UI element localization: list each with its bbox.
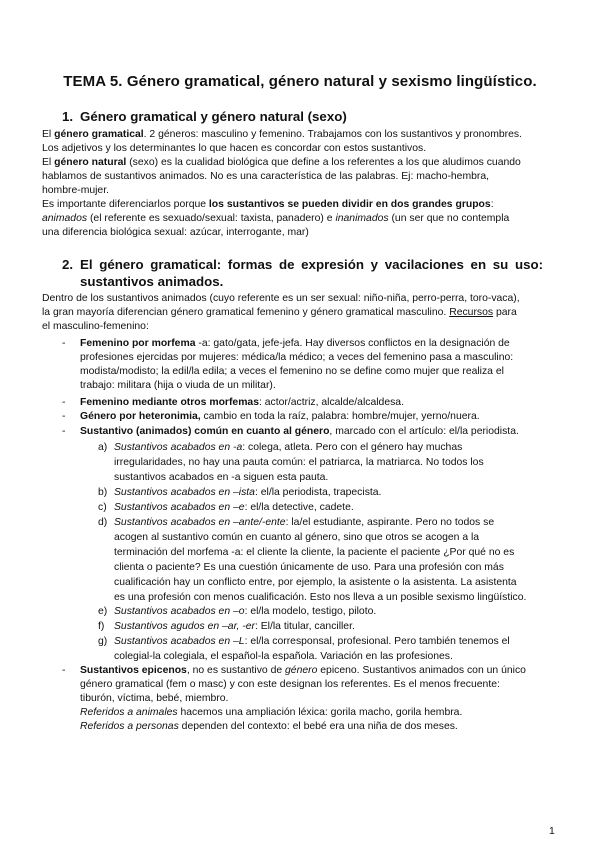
sub-letter-g: g) <box>98 636 108 647</box>
sub-d-line-4: clienta o paciente? Es una cuestión únicamente de uso. Para una profesión con más <box>114 562 504 573</box>
section-2-heading-line-2: sustantivos animados. <box>80 274 224 289</box>
intro-line-2: la gran mayoría diferencian género gramatical femenino y género gramatical masculino. Recursos para <box>42 307 517 318</box>
bullet-dash: - <box>62 338 66 349</box>
page-title: TEMA 5. Género gramatical, género natural y sexismo lingüístico. <box>63 73 537 90</box>
paragraph-2-line-3: hombre-mujer. <box>42 185 109 196</box>
sub-letter-b: b) <box>98 487 108 498</box>
sub-a-line-2: irregularidades, no hay una pauta común: el patriarca, la matriarca. No todos los <box>114 457 484 468</box>
sub-d-line-2: acogen al sustantivo común en cuanto al género, sino que otros se acogen a la <box>114 532 480 543</box>
bullet-4: Sustantivo (animados) común en cuanto al género, marcado con el artículo: el/la periodista. <box>80 426 519 437</box>
sub-d-line-6: es una profesión con menos cualificación. Esto nos lleva a un posible sexismo lingüístico. <box>114 592 527 603</box>
bullet-1-line-2: profesiones ejercidas por mujeres: médica/la médico; a veces del femenino pasa a masculino: <box>80 352 514 363</box>
sub-e: Sustantivos acabados en –o: el/la modelo, testigo, piloto. <box>114 606 377 617</box>
paragraph-1-line-2: Los adjetivos y los determinantes lo que hacen es concordar con estos sustantivos. <box>42 143 427 154</box>
section-2-heading-line-1: El género gramatical: formas de expresión y vacilaciones en su uso: <box>80 257 544 272</box>
sub-letter-f: f) <box>98 621 105 632</box>
sub-d-line-5: cualificación hay un conflicto entre, por ejemplo, la asistente o la asistenta. La asistenta <box>114 577 517 588</box>
recursos-link: Recursos <box>449 307 494 318</box>
page-number: 1 <box>549 826 555 837</box>
sub-d-line-3: terminación del morfema -a: el cliente la cliente, la paciente el paciente ¿Por qué no es <box>114 547 515 558</box>
intro-line-1: Dentro de los sustantivos animados (cuyo referente es un ser sexual: niño-niña, perro-perra, toro-vaca), <box>42 293 520 304</box>
intro-line-3: el masculino-femenino: <box>42 321 149 332</box>
sub-f: Sustantivos agudos en –ar, -er: El/la titular, canciller. <box>114 621 355 632</box>
sub-letter-e: e) <box>98 606 108 617</box>
bullet-dash: - <box>62 411 66 422</box>
sub-d-line-1: Sustantivos acabados en –ante/-ente: la/el estudiante, aspirante. Pero no todos se <box>114 517 495 528</box>
sub-g-line-2: colegial-la colegiala, el español-la española. Variación en las profesiones. <box>114 651 453 662</box>
bullet-dash: - <box>62 397 66 408</box>
bullet-1-line-3: modista/modisto; la edil/la edila; a veces el femenino no se define como mujer que realiza el <box>80 366 504 377</box>
paragraph-3-line-1: Es importante diferenciarlos porque los sustantivos se pueden dividir en dos grandes grupos: <box>42 199 494 210</box>
sub-letter-c: c) <box>98 502 107 513</box>
paragraph-2-line-2: hablamos de sustantivos animados. No es una característica de las palabras. Ej: macho-hembra, <box>42 171 490 182</box>
bullet-dash: - <box>62 426 66 437</box>
sub-c: Sustantivos acabados en –e: el/la detective, cadete. <box>114 502 354 513</box>
paragraph-2-line-1: El género natural (sexo) es la cualidad biológica que define a los referentes a los que aludimos cuando <box>42 157 521 168</box>
bullet-1-line-1: Femenino por morfema -a: gato/gata, jefe-jefa. Hay diversos conflictos en la designación de <box>80 338 510 349</box>
sub-letter-a: a) <box>98 442 108 453</box>
section-1-heading: Género gramatical y género natural (sexo) <box>80 109 347 124</box>
paragraph-3-line-2: animados (el referente es sexuado/sexual: taxista, panadero) e inanimados (un ser que no contempla <box>42 213 510 224</box>
paragraph-1-line-1: El género gramatical. 2 géneros: masculino y femenino. Trabajamos con los sustantivos y pronombres. <box>42 129 522 140</box>
sub-a-line-3: sustantivos acabados en -a siguen esta pauta. <box>114 472 329 483</box>
bullet-5-line-5: Referidos a personas dependen del contexto: el bebé era una niña de dos meses. <box>80 721 458 732</box>
section-2-number: 2. <box>62 257 74 272</box>
sub-a-line-1: Sustantivos acabados en -a: colega, atleta. Pero con el género hay muchas <box>114 442 463 453</box>
bullet-5-line-2: género gramatical (fem o masc) y con este designan los referentes. Es el menos frecuente: <box>80 679 500 690</box>
sub-g-line-1: Sustantivos acabados en –L: el/la corresponsal, profesional. Pero también tenemos el <box>114 636 510 647</box>
sub-b: Sustantivos acabados en –ista: el/la periodista, trapecista. <box>114 487 382 498</box>
bullet-dash: - <box>62 665 66 676</box>
paragraph-3-line-3: una diferencia biológica sexual: azúcar, interrogante, mar) <box>42 227 309 238</box>
bullet-3: Género por heteronimia, cambio en toda la raíz, palabra: hombre/mujer, yerno/nuera. <box>80 411 480 422</box>
bullet-2: Femenino mediante otros morfemas: actor/actriz, alcalde/alcaldesa. <box>80 397 404 408</box>
section-1-number: 1. <box>62 109 74 124</box>
bullet-5-line-1: Sustantivos epicenos, no es sustantivo de género epiceno. Sustantivos animados con un único <box>80 665 526 676</box>
sub-letter-d: d) <box>98 517 108 528</box>
bullet-1-line-4: trabajo: militara (hija o viuda de un militar). <box>80 380 276 391</box>
bullet-5-line-3: tiburón, víctima, bebé, miembro. <box>80 693 229 704</box>
bullet-5-line-4: Referidos a animales hacemos una ampliación léxica: gorila macho, gorila hembra. <box>80 707 463 718</box>
